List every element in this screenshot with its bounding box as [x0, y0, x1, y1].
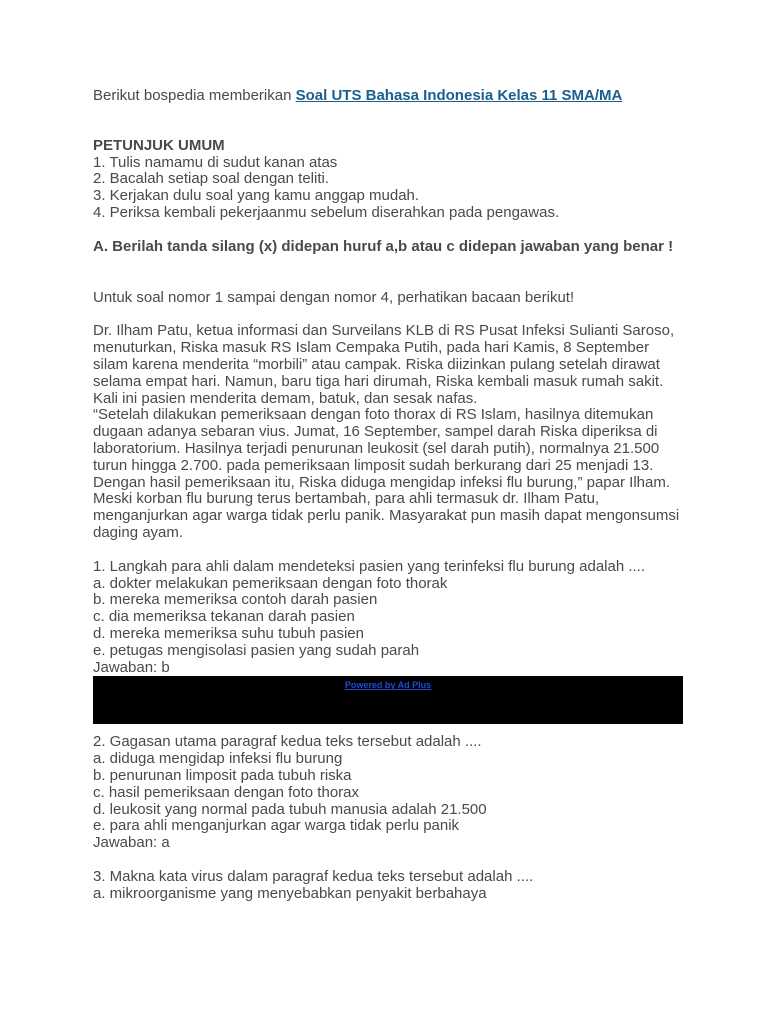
question-option: c. dia memeriksa tekanan darah pasien [93, 608, 355, 626]
instruction-item: 3. Kerjakan dulu soal yang kamu anggap mudah. [93, 187, 420, 205]
intro-text: Berikut bospedia memberikan [93, 87, 296, 104]
question-text: 2. Gagasan utama paragraf kedua teks tersebut adalah .... [93, 733, 482, 751]
question-1 [93, 559, 683, 677]
instruction-item: 1. Tulis namamu di sudut kanan atas [93, 153, 338, 171]
question-answer: Jawaban: b [93, 658, 170, 676]
question-option: b. mereka memeriksa contoh darah pasien [93, 591, 378, 609]
intro-line [93, 88, 683, 105]
reading-intro: Untuk soal nomor 1 sampai dengan nomor 4, perhatikan bacaan berikut! [93, 288, 575, 306]
instruction-item: 2. Bacalah setiap soal dengan teliti. [93, 170, 329, 188]
question-option: a. dokter melakukan pemeriksaan dengan foto thorak [93, 574, 448, 592]
question-3 [93, 869, 683, 903]
question-option: c. hasil pemeriksaan dengan foto thorax [93, 783, 359, 801]
reading-passage [93, 323, 683, 541]
passage-paragraph: “Setelah dilakukan pemeriksaan dengan foto thorax di RS Islam, hasilnya ditemukan dugaan adanya sebaran vius. Jumat, 16 September, sampel darah Riska diperiksa di laboratorium. Hasilnya terjadi penurunan leukosit (sel darah putih), normalnya 21.500 turun hingga 2.700. pada pemeriksaan limposit sudah berkurang dari 25 menjadi 13. Dengan hasil pemeriksaan itu, Riska diduga mengidap infeksi flu burung,” papar Ilham. [93, 406, 670, 491]
article-link[interactable]: Soal UTS Bahasa Indonesia Kelas 11 SMA/MA [295, 87, 623, 104]
question-answer: Jawaban: a [93, 834, 170, 852]
section-a-heading: A. Berilah tanda silang (x) didepan huruf a,b atau c didepan jawaban yang benar ! [93, 237, 674, 255]
ad-powered-link[interactable]: Powered by Ad Plus [344, 680, 432, 691]
question-text: 1. Langkah para ahli dalam mendeteksi pasien yang terinfeksi flu burung adalah .... [93, 557, 646, 575]
question-option: b. penurunan limposit pada tubuh riska [93, 766, 352, 784]
question-option: a. diduga mengidap infeksi flu burung [93, 750, 343, 768]
passage-paragraph: Meski korban flu burung terus bertambah, para ahli termasuk dr. Ilham Patu, menganjurkan agar warga tidak perlu panik. Masyarakat pun masih dapat mengonsumsi daging ayam. [93, 490, 680, 541]
question-option: d. leukosit yang normal pada tubuh manusia adalah 21.500 [93, 800, 487, 818]
question-option: a. mikroorganisme yang menyebabkan penyakit berbahaya [93, 884, 487, 902]
question-text: 3. Makna kata virus dalam paragraf kedua teks tersebut adalah .... [93, 867, 534, 885]
document-content [93, 88, 683, 902]
general-instructions [93, 138, 683, 222]
question-option: e. para ahli menganjurkan agar warga tidak perlu panik [93, 817, 460, 835]
instruction-item: 4. Periksa kembali pekerjaanmu sebelum diserahkan pada pengawas. [93, 203, 560, 221]
passage-paragraph: Dr. Ilham Patu, ketua informasi dan Surveilans KLB di RS Pusat Infeksi Sulianti Saroso, menuturkan, Riska masuk RS Islam Cempaka Putih, pada hari Kamis, 8 September silam karena menderita “morbili” atau campak. Riska diizinkan pulang setelah dirawat selama empat hari. Namun, baru tiga hari dirumah, Riska kembali masuk rumah sakit. Kali ini pasien menderita demam, batuk, dan sesak nafas. [93, 322, 675, 407]
instructions-title: PETUNJUK UMUM [93, 136, 225, 154]
question-2 [93, 734, 683, 852]
question-option: d. mereka memeriksa suhu tubuh pasien [93, 624, 364, 642]
ad-banner[interactable] [93, 676, 683, 724]
question-option: e. petugas mengisolasi pasien yang sudah parah [93, 641, 420, 659]
